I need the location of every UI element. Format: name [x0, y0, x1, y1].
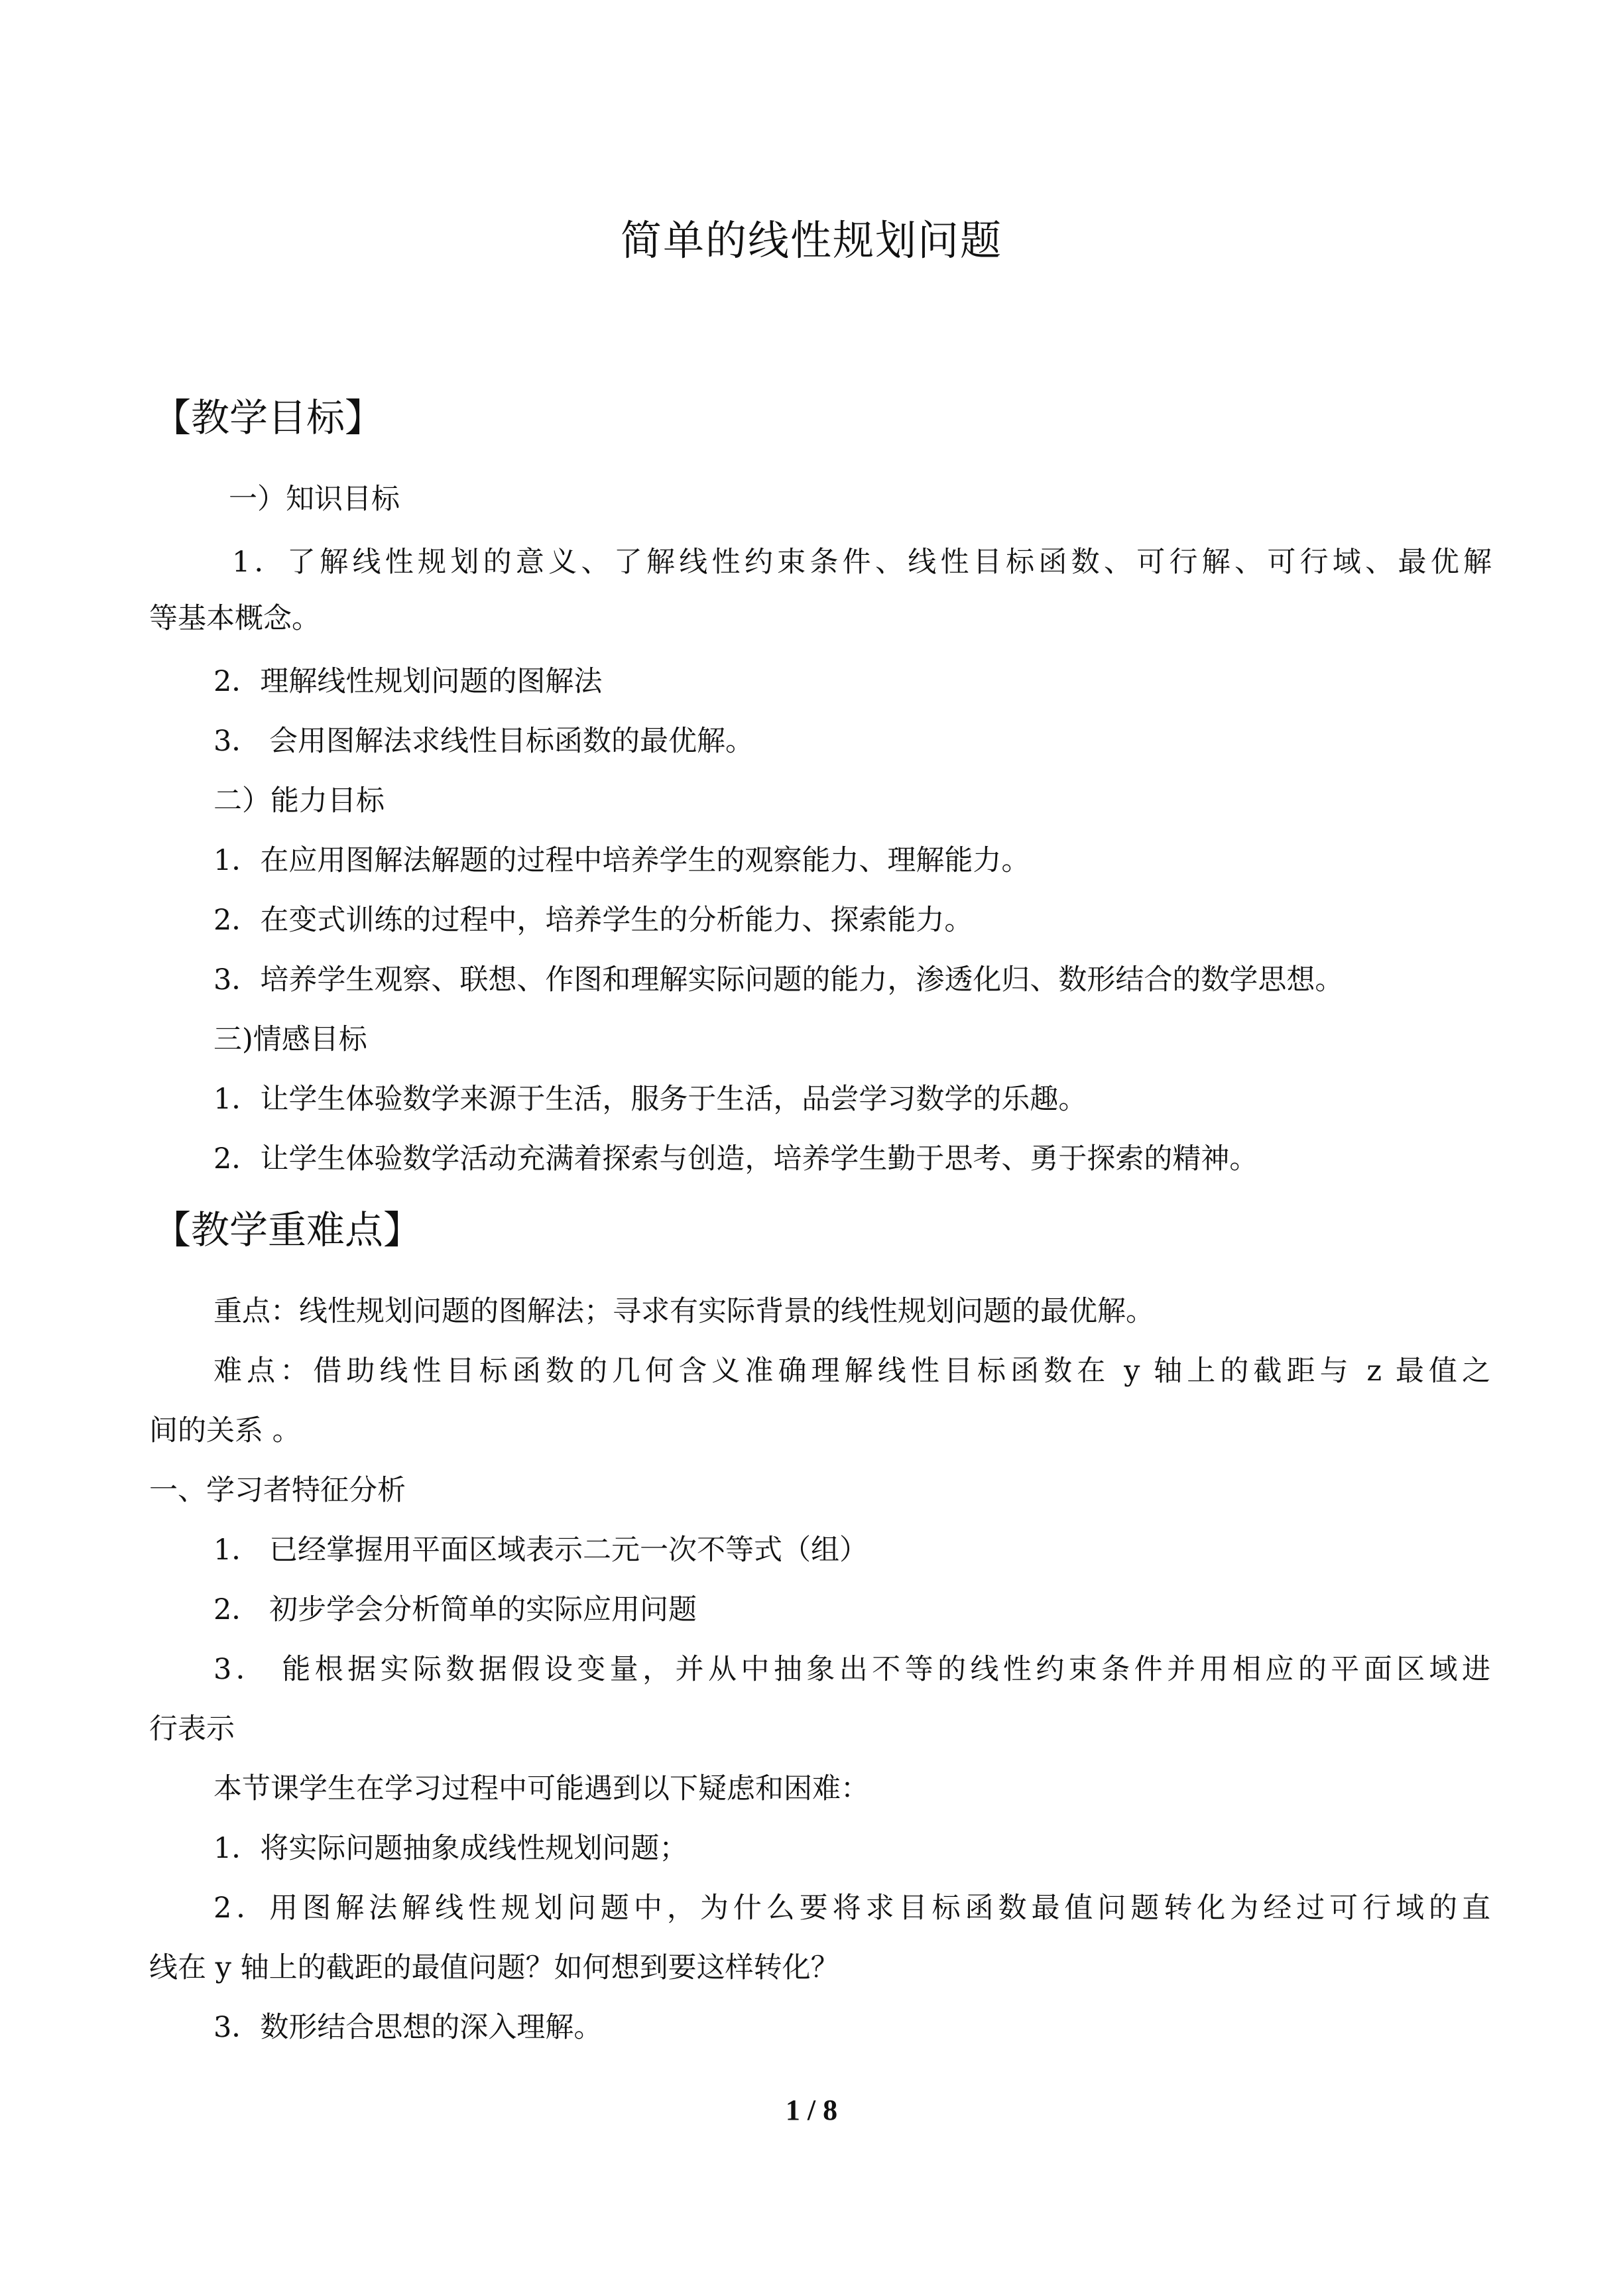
knowledge-item-1-line-1: 1．了解线性规划的意义、了解线性约束条件、线性目标函数、可行解、可行域、最优解 [232, 546, 1492, 579]
learner-item-3-line-2: 行表示 [149, 1713, 235, 1746]
subheading-emotion: 三)情感目标 [213, 1023, 367, 1056]
learner-item-1: 1． 已经掌握用平面区域表示二元一次不等式（组） [213, 1534, 869, 1567]
section-heading-keypoints: 【教学重难点】 [152, 1207, 422, 1252]
knowledge-item-2: 2．理解线性规划问题的图解法 [213, 665, 603, 698]
subheading-knowledge: 一）知识目标 [229, 483, 400, 516]
key-point: 重点：线性规划问题的图解法；寻求有实际背景的线性规划问题的最优解。 [213, 1295, 1154, 1328]
learner-item-3-line-1: 3． 能根据实际数据假设变量，并从中抽象出不等的线性约束条件并用相应的平面区域进 [213, 1653, 1490, 1686]
subheading-ability: 二）能力目标 [213, 784, 385, 817]
difficulty-item-2-line-1: 2．用图解法解线性规划问题中，为什么要将求目标函数最值问题转化为经过可行域的直 [213, 1892, 1490, 1925]
ability-item-3: 3．培养学生观察、联想、作图和理解实际问题的能力，渗透化归、数形结合的数学思想。 [213, 963, 1344, 997]
learner-item-2: 2． 初步学会分析简单的实际应用问题 [213, 1593, 697, 1626]
difficulty-line-1: 难点：借助线性目标函数的几何含义准确理解线性目标函数在 y 轴上的截距与 z 最值之 [213, 1355, 1490, 1388]
knowledge-item-3: 3． 会用图解法求线性目标函数的最优解。 [213, 725, 754, 758]
ability-item-1: 1．在应用图解法解题的过程中培养学生的观察能力、理解能力。 [213, 844, 1030, 877]
difficulty-item-1: 1．将实际问题抽象成线性规划问题； [213, 1832, 688, 1865]
difficulty-line-2: 间的关系 。 [149, 1414, 301, 1447]
difficulty-item-2-line-2: 线在 y 轴上的截距的最值问题？如何想到要这样转化？ [149, 1951, 839, 1984]
emotion-item-2: 2．让学生体验数学活动充满着探索与创造，培养学生勤于思考、勇于探索的精神。 [213, 1142, 1258, 1176]
document-title: 简单的线性规划问题 [620, 216, 1002, 265]
difficulty-item-3: 3．数形结合思想的深入理解。 [213, 2011, 603, 2044]
ability-item-2: 2．在变式训练的过程中，培养学生的分析能力、探索能力。 [213, 904, 973, 937]
page-number: 1 / 8 [785, 2094, 838, 2126]
difficulties-intro: 本节课学生在学习过程中可能遇到以下疑虑和困难： [213, 1772, 869, 1805]
section-heading-objectives: 【教学目标】 [152, 395, 384, 440]
knowledge-item-1-line-2: 等基本概念。 [149, 602, 320, 635]
emotion-item-1: 1．让学生体验数学来源于生活，服务于生活，品尝学习数学的乐趣。 [213, 1083, 1087, 1116]
section-heading-learner: 一、学习者特征分析 [149, 1474, 406, 1507]
